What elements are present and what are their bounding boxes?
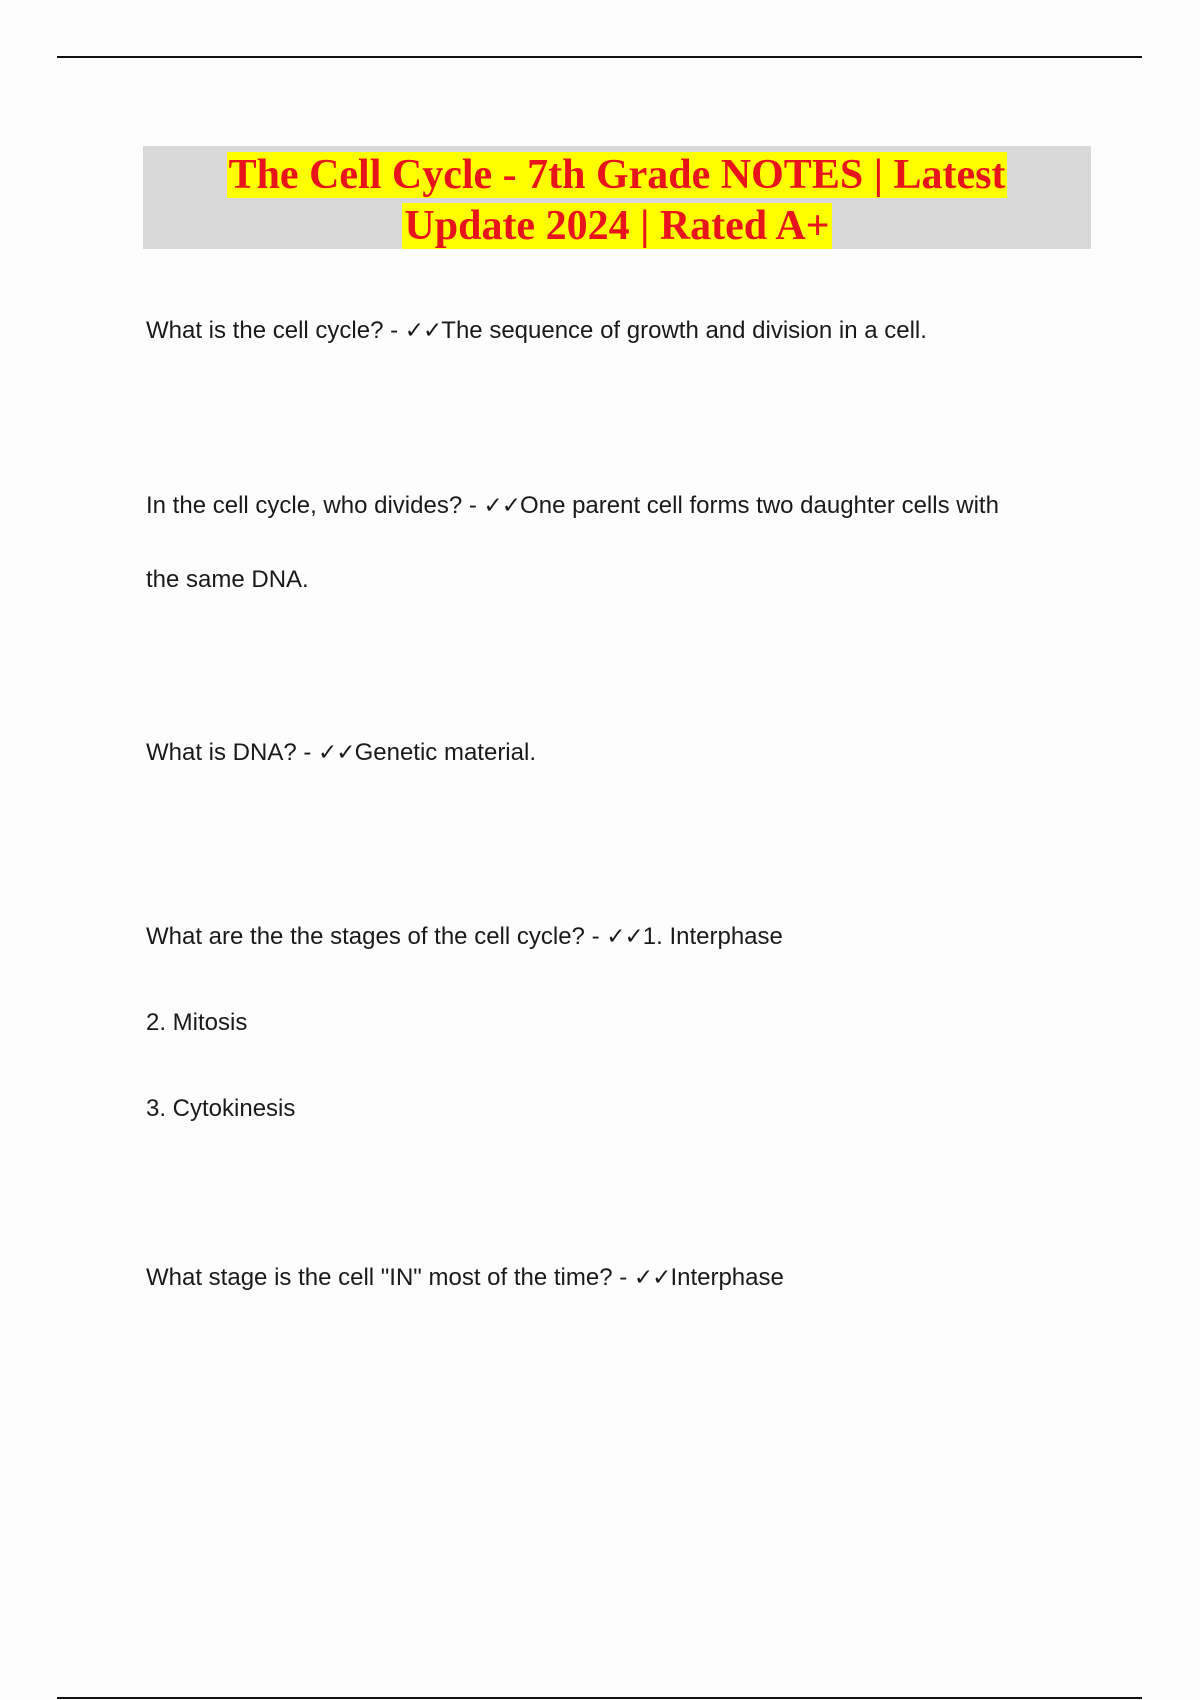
document-title-line-2: Update 2024 | Rated A+ bbox=[404, 203, 830, 249]
double-check-icon: ✓✓ bbox=[633, 1265, 671, 1291]
qa-item-cell-cycle bbox=[146, 294, 1106, 368]
answer-text: 1. Interphase bbox=[642, 923, 783, 950]
question-text: What is the cell cycle? - bbox=[146, 317, 405, 344]
answer-text-continued: the same DNA. bbox=[146, 566, 309, 593]
question-text: What stage is the cell "IN" most of the time? - bbox=[146, 1264, 634, 1291]
question-text: What is DNA? - bbox=[146, 739, 319, 766]
double-check-icon: ✓✓ bbox=[483, 493, 521, 519]
qa-item-stages bbox=[146, 894, 1106, 1152]
list-item-mitosis: 2. Mitosis bbox=[146, 1009, 248, 1036]
footer-rule bbox=[57, 1697, 1142, 1699]
qa-item-who-divides bbox=[146, 469, 1106, 616]
double-check-icon: ✓✓ bbox=[318, 740, 355, 766]
answer-text: One parent cell forms two daughter cells with bbox=[520, 492, 999, 519]
answer-text: The sequence of growth and division in a cell. bbox=[441, 317, 927, 344]
answer-text: Interphase bbox=[670, 1264, 784, 1291]
qa-item-stage-most-time bbox=[146, 1241, 1106, 1315]
double-check-icon: ✓✓ bbox=[606, 924, 643, 950]
list-item-cytokinesis: 3. Cytokinesis bbox=[146, 1095, 296, 1122]
question-text: In the cell cycle, who divides? - bbox=[146, 492, 484, 519]
qa-item-what-is-dna bbox=[146, 716, 1106, 790]
question-text: What are the the stages of the cell cycle? - bbox=[146, 923, 607, 950]
title-banner bbox=[143, 146, 1091, 249]
document-title-line-1: The Cell Cycle - 7th Grade NOTES | Latest bbox=[228, 152, 1006, 198]
answer-text: Genetic material. bbox=[354, 739, 536, 766]
double-check-icon: ✓✓ bbox=[404, 318, 442, 344]
header-rule bbox=[57, 56, 1142, 58]
